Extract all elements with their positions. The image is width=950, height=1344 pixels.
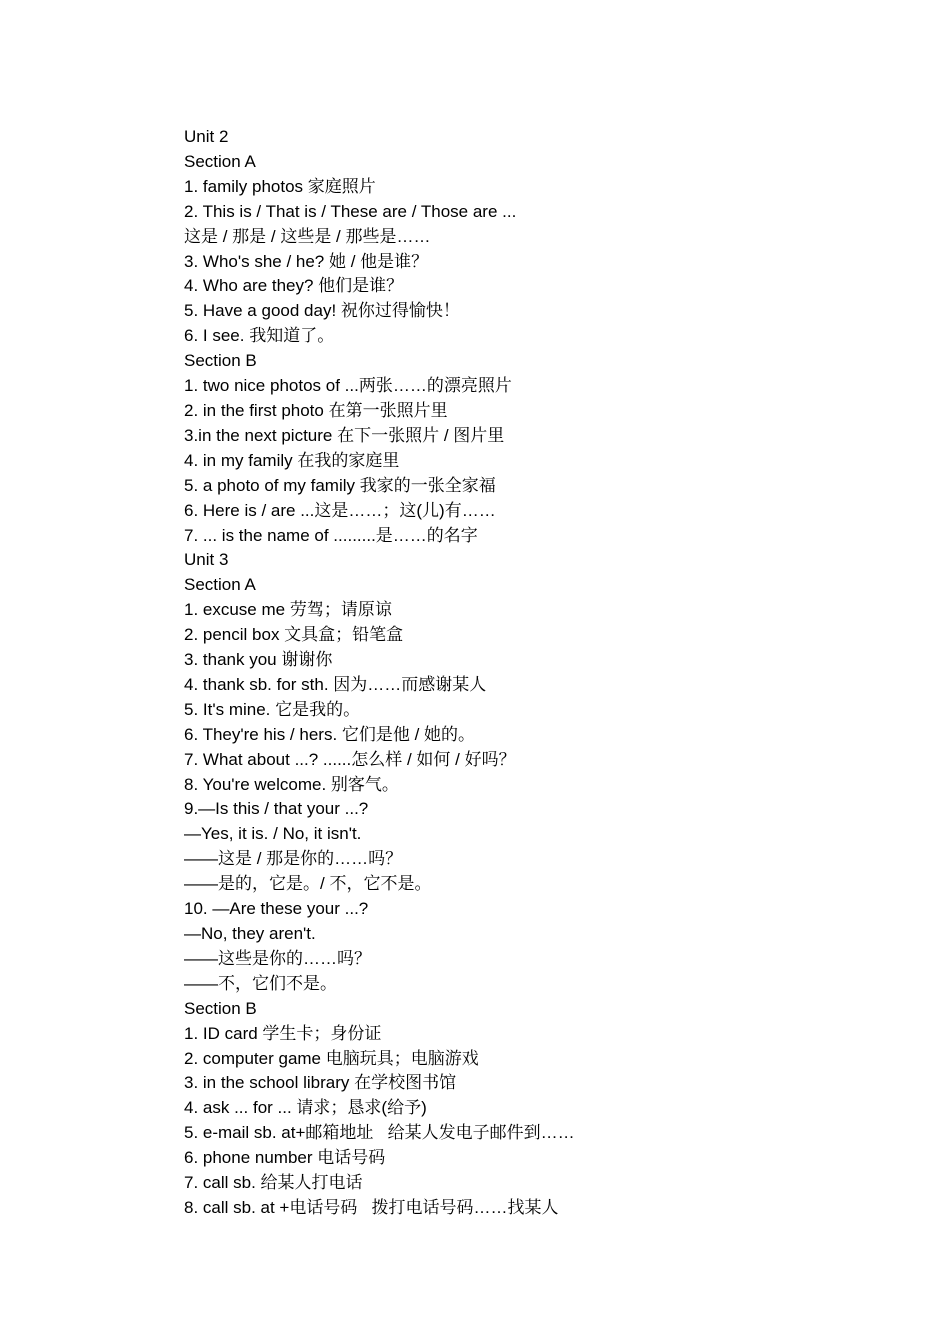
text-line: 1. ID card 学生卡；身份证 [184,1023,382,1043]
text-line: 4. thank sb. for sth. 因为……而感谢某人 [184,674,487,694]
text-line: 2. pencil box 文具盒；铅笔盒 [184,625,404,645]
text-line: 10. —Are these your ...? [184,899,369,919]
text-line: Section A [184,575,256,595]
text-line: 9.—Is this / that your ...? [184,799,369,819]
document-page [184,125,884,1221]
text-line: 1. family photos 家庭照片 [184,176,376,196]
text-line: 2. This is / That is / These are / Those are ... [184,201,517,221]
text-line: 6. phone number 电话号码 [184,1148,386,1168]
text-line: 3. thank you 谢谢你 [184,650,333,670]
text-line: Unit 3 [184,550,229,570]
text-line: 6. They're his / hers. 它们是他 / 她的。 [184,724,476,744]
text-line: 4. Who are they? 他们是谁？ [184,276,404,296]
text-line: Section A [184,151,256,171]
text-line: Unit 2 [184,127,229,146]
text-line: 3. Who's she / he? 她 / 他是谁？ [184,251,429,271]
text-line: 3.in the next picture 在下一张照片 / 图片里 [184,425,505,445]
text-line: 2. computer game 电脑玩具；电脑游戏 [184,1048,479,1068]
text-line: 5. It's mine. 它是我的。 [184,699,361,719]
text-line: ——是的，它是。/ 不，它不是。 [184,874,432,894]
text-line: ——不，它们不是。 [184,973,337,993]
text-line: ——这是 / 那是你的……吗？ [184,849,403,869]
text-line: 这是 / 那是 / 这些是 / 那些是…… [184,226,431,246]
text-line: 7. call sb. 给某人打电话 [184,1173,363,1193]
text-line: Section B [184,351,257,371]
text-line: 5. a photo of my family 我家的一张全家福 [184,475,496,495]
text-line: 6. Here is / are ...这是……；这(儿)有…… [184,500,496,520]
text-line: 4. in my family 在我的家庭里 [184,450,400,470]
text-line: 7. ... is the name of .........是……的名字 [184,525,478,545]
text-line: ——这些是你的……吗？ [184,948,371,968]
text-line: 8. call sb. at +电话号码 拨打电话号码……找某人 [184,1197,559,1217]
text-line: 3. in the school library 在学校图书馆 [184,1073,457,1093]
text-line: 5. e-mail sb. at+邮箱地址 给某人发电子邮件到…… [184,1123,575,1143]
text-line: —Yes, it is. / No, it isn't. [184,824,362,844]
text-line: 2. in the first photo 在第一张照片里 [184,400,448,420]
text-line: 1. two nice photos of ...两张……的漂亮照片 [184,376,512,396]
text-line: 1. excuse me 劳驾；请原谅 [184,600,392,620]
text-line: —No, they aren't. [184,924,316,943]
text-line: 4. ask ... for ... 请求；恳求(给予) [184,1098,427,1118]
text-line: 7. What about ...? ......怎么样 / 如何 / 好吗？ [184,749,516,769]
text-line: Section B [184,998,257,1018]
text-line: 6. I see. 我知道了。 [184,326,335,346]
text-line: 5. Have a good day! 祝你过得愉快！ [184,301,460,321]
text-line: 8. You're welcome. 别客气。 [184,774,399,794]
